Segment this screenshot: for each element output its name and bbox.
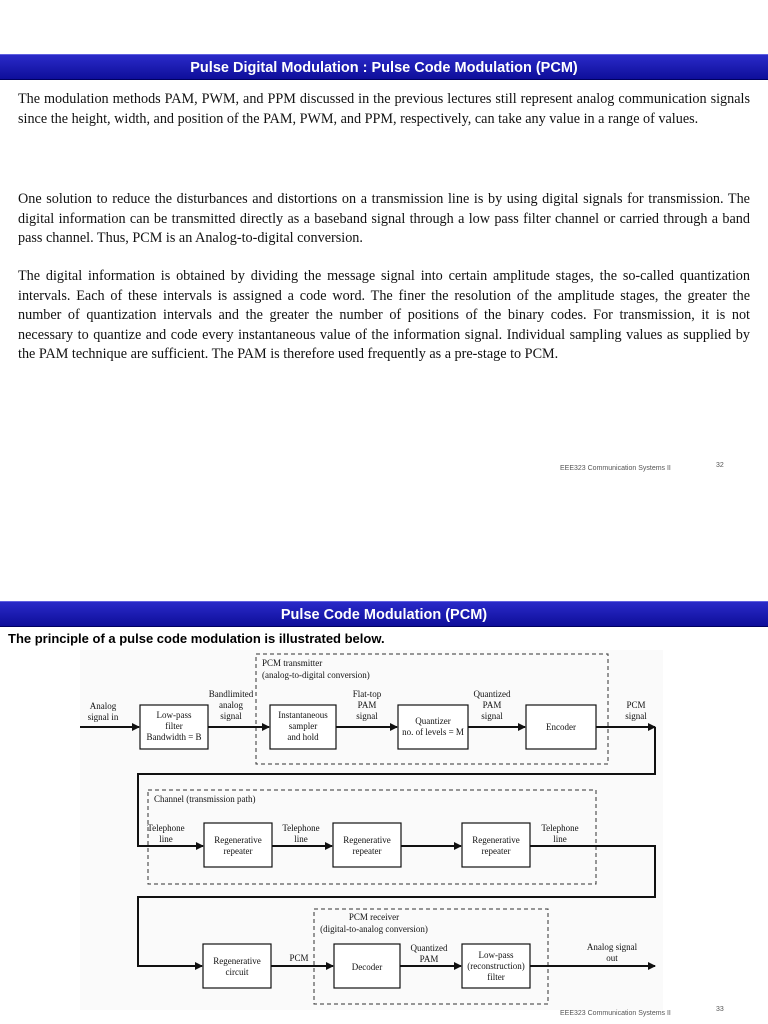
pcm-signal-label-1: PCM	[626, 700, 646, 710]
flattop-label-3: signal	[356, 711, 378, 721]
receiver-caption-2: (digital-to-analog conversion)	[320, 924, 428, 934]
quantized-pam-label-2: PAM	[419, 954, 439, 964]
repeater-1-label-1: Regenerative	[214, 835, 262, 845]
slide2-intro-text: The principle of a pulse code modulation is illustrated below.	[8, 631, 385, 646]
repeater-3-label-2: repeater	[481, 846, 511, 856]
lowpass-filter-label-3: Bandwidth = B	[146, 732, 202, 742]
bandlimited-label-3: signal	[220, 711, 242, 721]
slide1-paragraph-3: The digital information is obtained by dividing the message signal into certain amplitude stages, the so-called quantization intervals. Each of these intervals is assigned a code word. The finer the resolution of the amplitude stages, the greater the number of quantization intervals and the greater the number of positions of the binary codes. For transmission, it is not necessary to quantize and code every instantaneous value of the information signal. Individual sampling values as supplied by the PAM technique are sufficient. The PAM is therefore used frequently as a pre-stage to PCM.	[18, 268, 750, 362]
lowpass-filter-label-1: Low-pass	[156, 710, 192, 720]
flattop-label-2: PAM	[357, 700, 377, 710]
slide1-title: Pulse Digital Modulation : Pulse Code Modulation (PCM)	[190, 60, 578, 76]
sampler-label-3: and hold	[287, 732, 319, 742]
channel-caption: Channel (transmission path)	[154, 794, 256, 804]
analog-in-label-2: signal in	[87, 712, 119, 722]
recon-filter-label-3: filter	[487, 972, 505, 982]
repeater-3-label-1: Regenerative	[472, 835, 520, 845]
sampler-label-2: sampler	[288, 721, 318, 731]
slide1-footer-course: EEE323 Communication Systems II	[560, 465, 671, 472]
quantizer-label-2: no. of levels = M	[402, 727, 464, 737]
encoder-label: Encoder	[546, 722, 576, 732]
slide2-page-number: 33	[716, 1006, 724, 1013]
slide1-page-number: 32	[716, 462, 724, 469]
quantized-label-2: PAM	[482, 700, 502, 710]
bandlimited-label-2: analog	[219, 700, 243, 710]
bandlimited-label-1: Bandlimited	[208, 689, 254, 699]
quantizer-label-1: Quantizer	[415, 716, 451, 726]
analog-out-label-2: out	[606, 953, 618, 963]
lowpass-filter-label-2: filter	[165, 721, 183, 731]
slide2-footer-course: EEE323 Communication Systems II	[560, 1010, 671, 1017]
regen-circuit-box	[203, 944, 271, 988]
flattop-label-1: Flat-top	[352, 689, 382, 699]
slide2-title-bar	[0, 601, 768, 627]
repeater-2-label-2: repeater	[352, 846, 382, 856]
telephone-line-label-1a: Telephone	[147, 823, 185, 833]
repeater-2-label-1: Regenerative	[343, 835, 391, 845]
telephone-line-label-2a: Telephone	[282, 823, 320, 833]
analog-out-label-1: Analog signal	[586, 942, 638, 952]
pcm-signal-label-2: signal	[625, 711, 647, 721]
decoder-label: Decoder	[351, 962, 383, 972]
pcm-label: PCM	[289, 953, 309, 963]
telephone-line-label-2b: line	[294, 834, 308, 844]
transmitter-caption-1: PCM transmitter	[262, 658, 323, 668]
repeater-box-1	[204, 823, 272, 867]
telephone-line-label-3b: line	[553, 834, 567, 844]
recon-filter-label-1: Low-pass	[478, 950, 514, 960]
analog-in-label-1: Analog	[89, 701, 117, 711]
repeater-box-3	[462, 823, 530, 867]
quantized-pam-label-1: Quantized	[410, 943, 448, 953]
quantized-label-1: Quantized	[473, 689, 511, 699]
pcm-block-diagram	[0, 640, 768, 1024]
telephone-line-label-3a: Telephone	[541, 823, 579, 833]
slide1-paragraph-2: One solution to reduce the disturbances and distortions on a transmission line is by using digital signals for transmission. The digital information can be transmitted directly as a baseband signal through a low pass filter channel or carried through a band pass channel. Thus, PCM is an Analog-to-digital conversion.	[18, 191, 750, 246]
slide2-title: Pulse Code Modulation (PCM)	[280, 607, 488, 623]
regen-circuit-label-2: circuit	[225, 967, 249, 977]
transmitter-caption-2: (analog-to-digital conversion)	[262, 670, 370, 680]
regen-circuit-label-1: Regenerative	[213, 956, 261, 966]
recon-filter-label-2: (reconstruction)	[467, 961, 525, 971]
repeater-1-label-2: repeater	[223, 846, 253, 856]
slide1-title-bar	[0, 54, 768, 80]
receiver-caption-1: PCM receiver	[348, 912, 400, 922]
sampler-label-1: Instantaneous	[278, 710, 328, 720]
quantized-label-3: signal	[481, 711, 503, 721]
repeater-box-2	[333, 823, 401, 867]
telephone-line-label-1b: line	[159, 834, 173, 844]
slide1-paragraph-1: The modulation methods PAM, PWM, and PPM discussed in the previous lectures still represent analog communication signals since the height, width, and position of the PAM, PWM, and PPM, respectively, can take any value in a range of values.	[18, 91, 750, 127]
